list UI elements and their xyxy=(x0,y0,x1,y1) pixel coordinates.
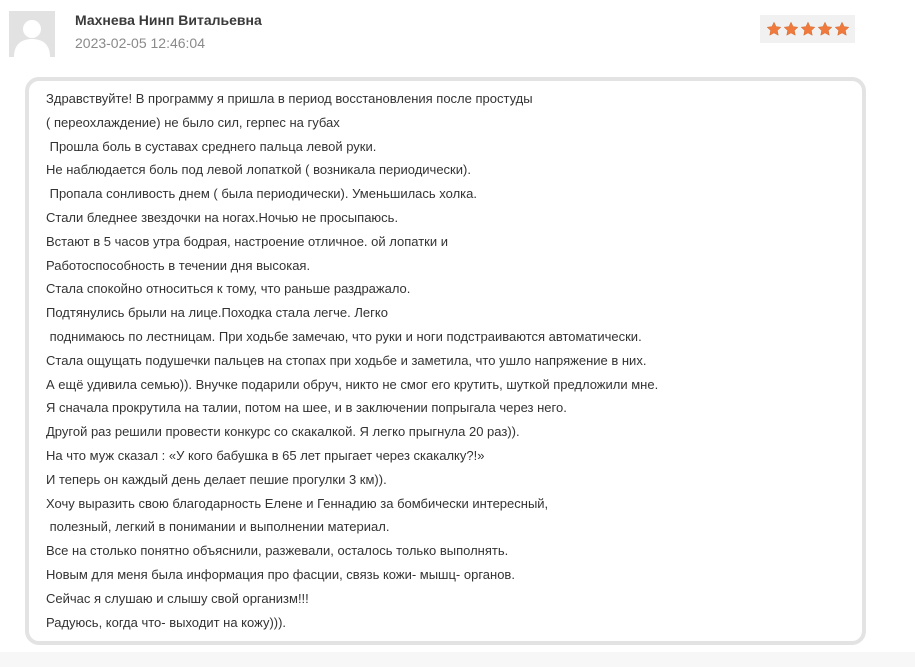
review-line: Сейчас я слушаю и слышу свой организм!!! xyxy=(46,590,309,606)
user-placeholder-icon xyxy=(9,11,55,57)
star-rating xyxy=(760,15,855,43)
review-line: Я сначала прокрутила на талии, потом на шее, и в заключении попрыгала через него. xyxy=(46,400,567,416)
review-line: полезный, легкий в понимании и выполнении материал. xyxy=(46,519,390,535)
star-icon xyxy=(817,21,833,37)
review-line: Работоспособность в течении дня высокая. xyxy=(46,257,311,273)
review-line: А ещё удивила семью)). Внучке подарили обруч, никто не смог его крутить, шуткой предложили мне. xyxy=(46,376,659,392)
review-line: Здравствуйте! В программу я пришла в период восстановления после простуды xyxy=(46,91,533,106)
review-line: ( переохлаждение) не было сил, герпес на губах xyxy=(46,114,340,130)
review-line: На что муж сказал : «У кого бабушка в 65 лет прыгает через скакалку?!» xyxy=(46,447,485,463)
review-line: поднимаюсь по лестницам. При ходьбе замечаю, что руки и ноги подстраиваются автоматически. xyxy=(46,328,642,344)
review-line: Стали бледнее звездочки на ногах.Ночью не просыпаюсь. xyxy=(46,209,399,225)
star-icon xyxy=(783,21,799,37)
review-line: Все на столько понятно объяснили, разжевали, осталось только выполнять. xyxy=(46,543,509,559)
review-text-box xyxy=(25,77,866,645)
star-icon xyxy=(800,21,816,37)
review-line: Пропала сонливость днем ( была периодически). Уменьшилась холка. xyxy=(46,186,477,202)
review-line: Подтянулись брыли на лице.Походка стала легче. Легко xyxy=(46,305,388,321)
review-line: Радуюсь, когда что- выходит на кожу))). xyxy=(46,614,287,630)
review-line: Прошла боль в суставах среднего пальца левой руки. xyxy=(46,138,377,154)
review-text xyxy=(46,87,856,634)
review-line: Другой раз решили провести конкурс со скакалкой. Я легко прыгнула 20 раз)). xyxy=(46,424,520,440)
footer-strip xyxy=(0,652,915,667)
review-date: 2023-02-05 12:46:04 xyxy=(75,35,205,51)
avatar xyxy=(9,11,55,57)
review-line: Стала спокойно относиться к тому, что раньше раздражало. xyxy=(46,281,411,297)
review-line: И теперь он каждый день делает пешие прогулки 3 км)). xyxy=(46,471,387,487)
author-name: Махнева Нинп Витальевна xyxy=(75,12,262,28)
review-line: Не наблюдается боль под левой лопаткой ( возникала периодически). xyxy=(46,162,471,178)
star-icon xyxy=(834,21,850,37)
review-line: Новым для меня была информация про фасции, связь кожи- мышц- органов. xyxy=(46,566,515,582)
review-line: Хочу выразить свою благодарность Елене и Геннадию за бомбически интересный, xyxy=(46,495,549,511)
review-line: Стала ощущать подушечки пальцев на стопах при ходьбе и заметила, что ушло напряжение в них. xyxy=(46,352,647,368)
review-line: Встают в 5 часов утра бодрая, настроение отличное. ой лопатки и xyxy=(46,233,448,249)
star-icon xyxy=(766,21,782,37)
